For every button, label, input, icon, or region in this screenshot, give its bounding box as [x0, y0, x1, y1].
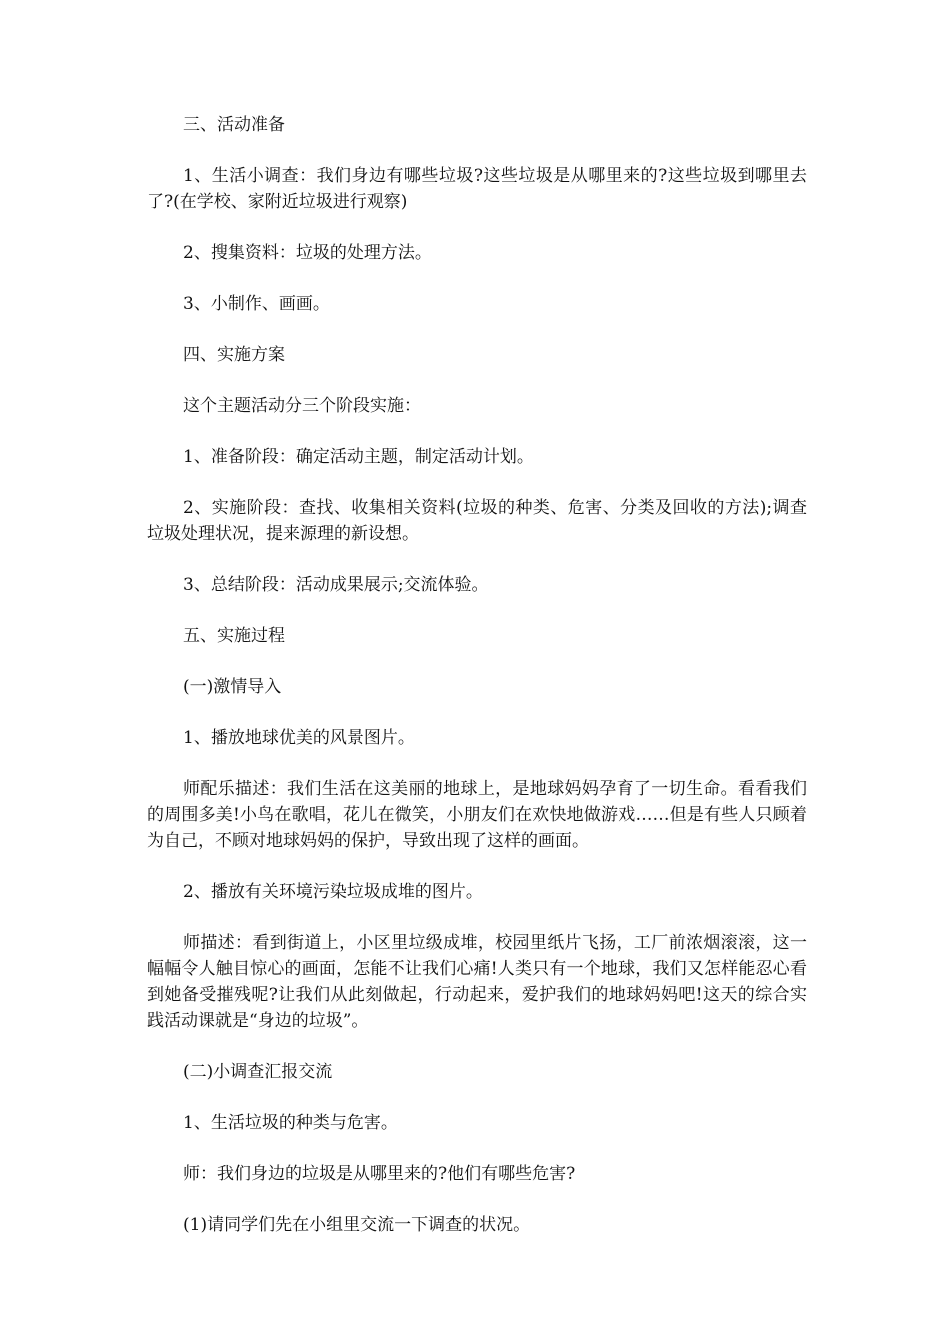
paragraph-play-earth-pictures: 1、播放地球优美的风景图片。 [183, 728, 415, 748]
paragraph-teacher-question: 师：我们身边的垃圾是从哪里来的?他们有哪些危害? [183, 1164, 576, 1184]
heading-activity-preparation: 三、活动准备 [183, 115, 285, 135]
paragraph-teacher-description: 师描述：看到街道上，小区里垃级成堆，校园里纸片飞扬，工厂前浓烟滚滚，这一幅幅令人触目惊心的画面，怎能不让我们心痛!人类只有一个地球，我们又怎样能忍心看到她备受摧残呢?让我们从此刻做起，行动起来，爱护我们的地球妈妈吧!这天的综合实践活动课就是“身边的垃圾”。 [147, 933, 807, 1031]
paragraph-garbage-types: 1、生活垃圾的种类与危害。 [183, 1113, 398, 1133]
paragraph-teacher-music-description: 师配乐描述：我们生活在这美丽的地球上，是地球妈妈孕育了一切生命。看看我们的周围多美!小鸟在歌唱，花儿在微笑，小朋友们在欢快地做游戏……但是有些人只顾着为自己，不顾对地球妈妈的保护，导致出现了这样的画面。 [147, 779, 807, 851]
paragraph-three-stages: 这个主题活动分三个阶段实施： [183, 396, 421, 416]
heading-implementation-plan: 四、实施方案 [183, 345, 285, 365]
paragraph-group-discussion: (1)请同学们先在小组里交流一下调查的状况。 [183, 1215, 531, 1235]
paragraph-preparation-stage: 1、准备阶段：确定活动主题，制定活动计划。 [183, 447, 534, 467]
paragraph-implementation-stage: 2、实施阶段：查找、收集相关资料(垃圾的种类、危害、分类及回收的方法);调查垃圾处理状况，提来源理的新设想。 [147, 498, 807, 544]
paragraph-collect-materials: 2、搜集资料：垃圾的处理方法。 [183, 243, 432, 263]
document-body [147, 112, 807, 1263]
paragraph-play-pollution-pictures: 2、播放有关环境污染垃圾成堆的图片。 [183, 882, 483, 902]
subheading-passionate-intro: (一)激情导入 [183, 677, 282, 697]
paragraph-summary-stage: 3、总结阶段：活动成果展示;交流体验。 [183, 575, 489, 595]
paragraph-small-crafts: 3、小制作、画画。 [183, 294, 330, 314]
heading-implementation-process: 五、实施过程 [183, 626, 285, 646]
subheading-survey-report: (二)小调查汇报交流 [183, 1062, 333, 1082]
paragraph-life-survey: 1、生活小调查：我们身边有哪些垃圾?这些垃圾是从哪里来的?这些垃圾到哪里去了?(在学校、家附近垃圾进行观察) [147, 166, 807, 212]
